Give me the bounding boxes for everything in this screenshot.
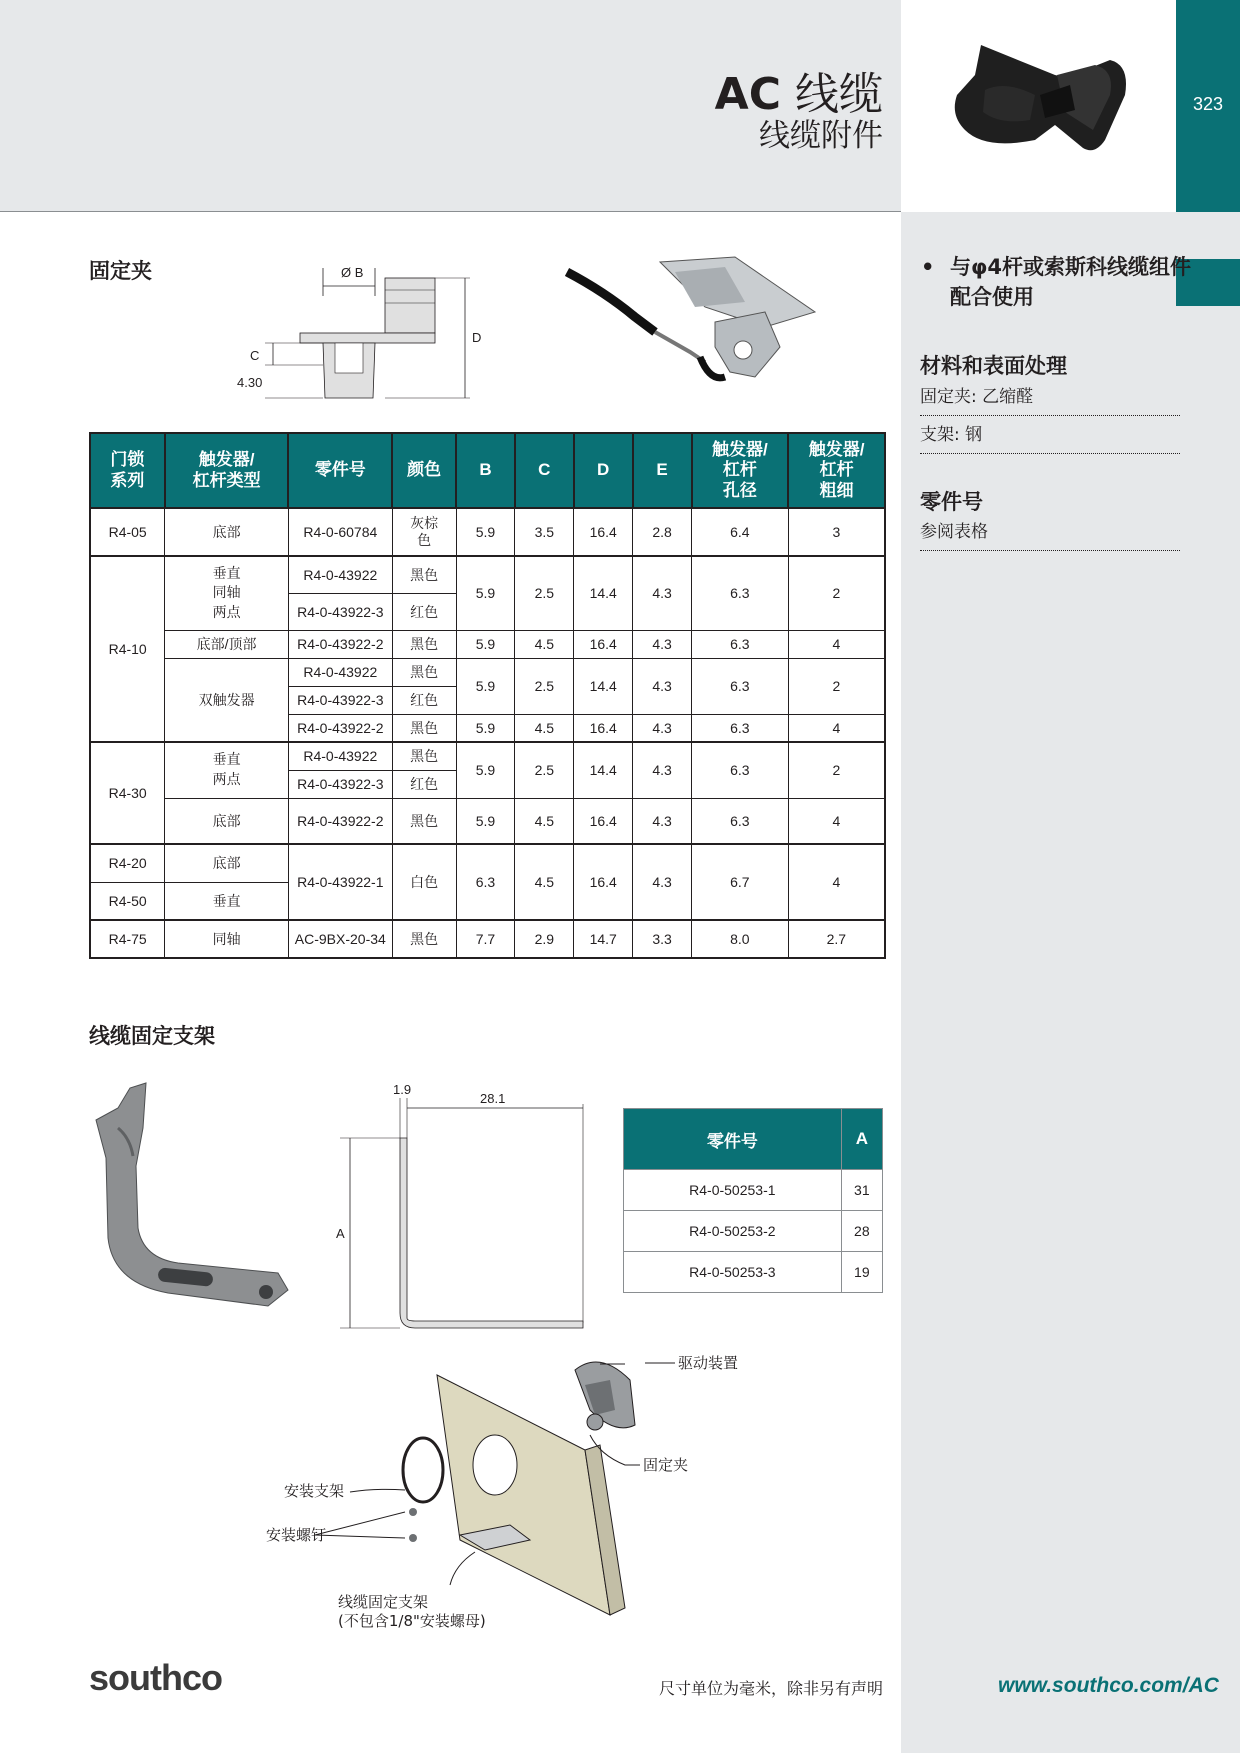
table-row: R4-75 同轴 AC-9BX-20-34 黑色 7.7 2.9 14.7 3.3 8.0 2.7 <box>90 920 885 958</box>
material-row-bracket: 支架: 钢 <box>920 422 1180 454</box>
units-note: 尺寸单位为毫米，除非另有声明 <box>658 1679 883 1698</box>
website-link[interactable]: www.southco.com/AC <box>998 1674 1219 1697</box>
page-subtitle: 线缆附件 <box>759 118 883 154</box>
part-number-note: 参阅表格 <box>920 519 1180 551</box>
page-title: AC 线缆 <box>714 69 883 120</box>
svg-text:Ø B: Ø B <box>341 265 364 280</box>
material-title: 材料和表面处理 <box>920 354 1067 378</box>
svg-text:固定夹: 固定夹 <box>643 1456 689 1474</box>
table-row: R4-0-50253-2 28 <box>624 1211 883 1252</box>
header-part-number: 零件号 <box>624 1109 842 1170</box>
svg-text:4.30: 4.30 <box>237 375 263 390</box>
header-color: 颜色 <box>392 433 456 508</box>
header-series: 门锁 系列 <box>90 433 165 508</box>
bracket-dimension-drawing <box>330 1078 590 1338</box>
table-row: R4-10 垂直 同轴 两点 R4-0-43922 黑色 5.9 2.5 14.4 4.3 6.3 2 <box>90 556 885 593</box>
header-a: A <box>841 1109 882 1170</box>
clip-section-title: 固定夹 <box>89 259 152 283</box>
table-row: R4-0-43922-3 红色 <box>90 686 885 714</box>
assembly-exploded-diagram <box>255 1340 815 1640</box>
bracket-photo <box>88 1078 313 1333</box>
page-number: 323 <box>1192 94 1224 114</box>
clip-spec-table <box>89 432 886 959</box>
table-row: R4-0-43922-3 红色 <box>90 770 885 798</box>
material-row-clip: 固定夹: 乙缩醛 <box>920 384 1180 416</box>
bracket-table-header <box>624 1109 883 1170</box>
header-b: B <box>456 433 515 508</box>
header-e: E <box>633 433 692 508</box>
table-row: R4-50 垂直 <box>90 882 885 920</box>
svg-text:D: D <box>472 330 482 345</box>
clip-product-image <box>945 40 1135 165</box>
svg-text:(不包含1/8"安装螺母): (不包含1/8"安装螺母) <box>338 1612 486 1630</box>
svg-text:C: C <box>250 348 260 363</box>
svg-text:1.9: 1.9 <box>393 1082 412 1097</box>
bullet-dot-icon: • <box>921 255 935 279</box>
clip-dimension-drawing <box>225 258 485 408</box>
svg-text:安装支架: 安装支架 <box>284 1482 345 1500</box>
svg-text:驱动装置: 驱动装置 <box>678 1354 739 1372</box>
table-row: R4-0-43922-2 黑色 5.9 4.5 16.4 4.3 6.3 4 <box>90 714 885 742</box>
header-thickness: 触发器/ 杠杆 粗细 <box>788 433 885 508</box>
southco-logo: southco <box>89 1657 222 1698</box>
latch-assembly-photo <box>565 252 820 412</box>
table-row: R4-30 垂直 两点 R4-0-43922 黑色 5.9 2.5 14.4 4.3 6.3 2 <box>90 742 885 770</box>
table-row: R4-0-50253-3 19 <box>624 1252 883 1293</box>
bracket-section-title: 线缆固定支架 <box>89 1024 215 1048</box>
header-part-number: 零件号 <box>288 433 392 508</box>
table-row: R4-05 底部 R4-0-60784 灰棕 色 5.9 3.5 16.4 2.8 6.4 3 <box>90 508 885 556</box>
table-row: 底部 R4-0-43922-2 黑色 5.9 4.5 16.4 4.3 6.3 4 <box>90 798 885 844</box>
svg-text:安装螺钉: 安装螺钉 <box>266 1526 327 1544</box>
svg-text:线缆固定支架: 线缆固定支架 <box>338 1593 429 1611</box>
table-row: R4-20 底部 R4-0-43922-1 白色 6.3 4.5 16.4 4.3 6.7 4 <box>90 844 885 882</box>
table-row: R4-0-43922-3 红色 <box>90 593 885 630</box>
header-d: D <box>574 433 633 508</box>
part-number-title: 零件号 <box>920 490 983 514</box>
header-hole-diameter: 触发器/ 杠杆 孔径 <box>692 433 789 508</box>
header-trigger-type: 触发器/ 杠杆类型 <box>165 433 289 508</box>
svg-text:28.1: 28.1 <box>480 1091 506 1106</box>
table-row: R4-0-50253-1 31 <box>624 1170 883 1211</box>
table-header-row <box>90 433 885 508</box>
table-row: 底部/顶部 R4-0-43922-2 黑色 5.9 4.5 16.4 4.3 6.3 4 <box>90 630 885 658</box>
svg-text:A: A <box>336 1226 345 1241</box>
bracket-table <box>623 1108 883 1293</box>
table-row: 双触发器 R4-0-43922 黑色 5.9 2.5 14.4 4.3 6.3 2 <box>90 658 885 686</box>
header-c: C <box>515 433 574 508</box>
